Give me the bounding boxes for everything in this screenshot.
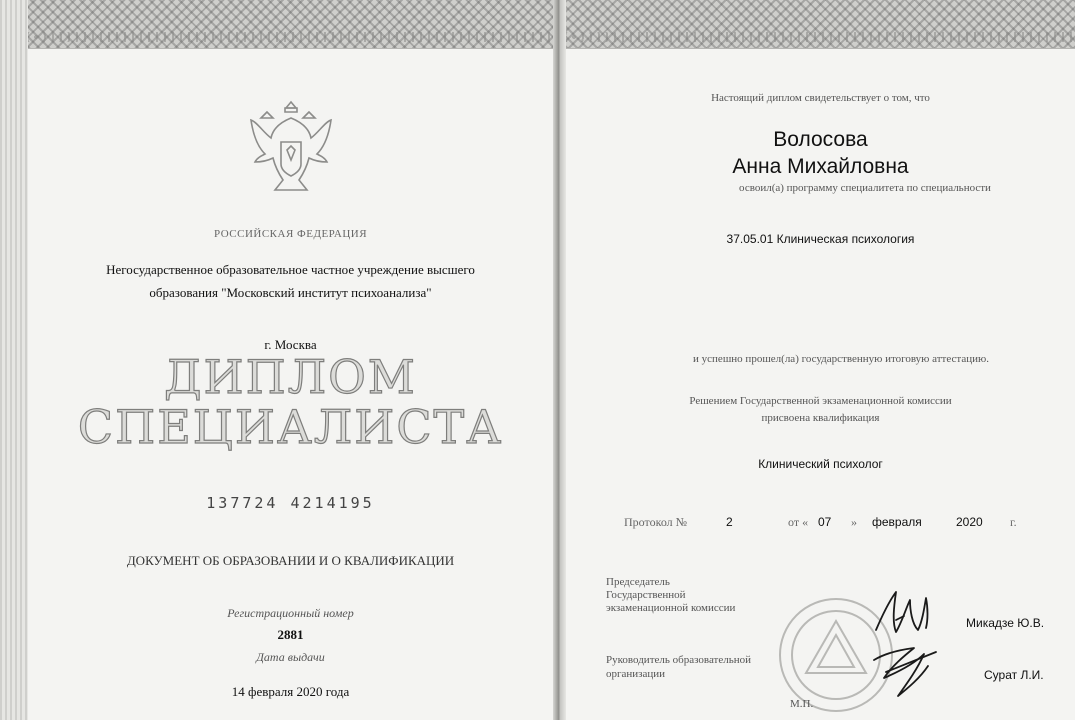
chair-name: Микадзе Ю.В. bbox=[966, 616, 1045, 630]
protocol-close-quote: » bbox=[851, 515, 857, 529]
protocol-month: февраля bbox=[872, 515, 922, 529]
document-type: ДОКУМЕНТ ОБ ОБРАЗОВАНИИ И О КВАЛИФИКАЦИИ bbox=[126, 553, 455, 568]
serial-number: 137724 4214195 bbox=[206, 494, 375, 512]
qualification: Клинический психолог bbox=[758, 457, 883, 471]
graduate-surname: Волосова bbox=[773, 128, 868, 151]
diploma-spine bbox=[553, 0, 566, 720]
protocol-from: от « bbox=[788, 515, 809, 529]
protocol-number: 2 bbox=[726, 515, 733, 529]
certifies-text: Настоящий диплом свидетельствует о том, что bbox=[711, 92, 930, 104]
chair-title-line2: Государственной bbox=[606, 589, 686, 601]
commission-decision-line2: присвоена квалификация bbox=[761, 412, 880, 424]
ornament-band bbox=[28, 0, 553, 49]
country-name: РОССИЙСКАЯ ФЕДЕРАЦИЯ bbox=[213, 228, 368, 240]
page-edge-left bbox=[0, 0, 28, 720]
diploma-right-page bbox=[566, 0, 1075, 720]
protocol-year: 2020 bbox=[956, 515, 983, 529]
diploma-left-page bbox=[28, 0, 553, 720]
graduate-given-names: Анна Михайловна bbox=[732, 155, 909, 178]
passed-attestation-text: и успешно прошел(ла) государственную итоговую аттестацию. bbox=[693, 353, 989, 365]
head-title-line1: Руководитель образовательной bbox=[606, 654, 752, 666]
head-title-line2: организации bbox=[606, 668, 666, 680]
specialty: 37.05.01 Клиническая психология bbox=[726, 232, 915, 246]
institution-name-line2: образования "Московский институт психоанализа" bbox=[149, 285, 432, 300]
protocol-label: Протокол № bbox=[624, 515, 688, 529]
head-name: Сурат Л.И. bbox=[984, 668, 1044, 682]
protocol-year-suffix: г. bbox=[1010, 515, 1017, 529]
registration-number-label: Регистрационный номер bbox=[227, 606, 354, 620]
registration-number: 2881 bbox=[277, 627, 304, 642]
commission-decision-line1: Решением Государственной экзаменационной комиссии bbox=[689, 395, 952, 407]
issue-date: 14 февраля 2020 года bbox=[231, 684, 350, 699]
stamp-place-label: М.П. bbox=[790, 698, 814, 710]
chair-title-line3: экзаменационной комиссии bbox=[606, 602, 736, 614]
mastered-program-text: освоил(а) программу специалитета по специальности bbox=[739, 182, 991, 194]
city: г. Москва bbox=[264, 337, 317, 352]
signatures bbox=[866, 580, 976, 710]
coat-of-arms-icon bbox=[245, 92, 337, 204]
protocol-day: 07 bbox=[818, 515, 832, 529]
ornament-band bbox=[566, 0, 1075, 49]
issue-date-label: Дата выдачи bbox=[256, 650, 325, 664]
diploma-title-line1: ДИПЛОМ bbox=[164, 350, 417, 404]
chair-title-line1: Председатель bbox=[606, 576, 670, 588]
institution-name-line1: Негосударственное образовательное частное учреждение высшего bbox=[106, 262, 475, 277]
diploma-title-line2: СПЕЦИАЛИСТА bbox=[77, 400, 504, 454]
